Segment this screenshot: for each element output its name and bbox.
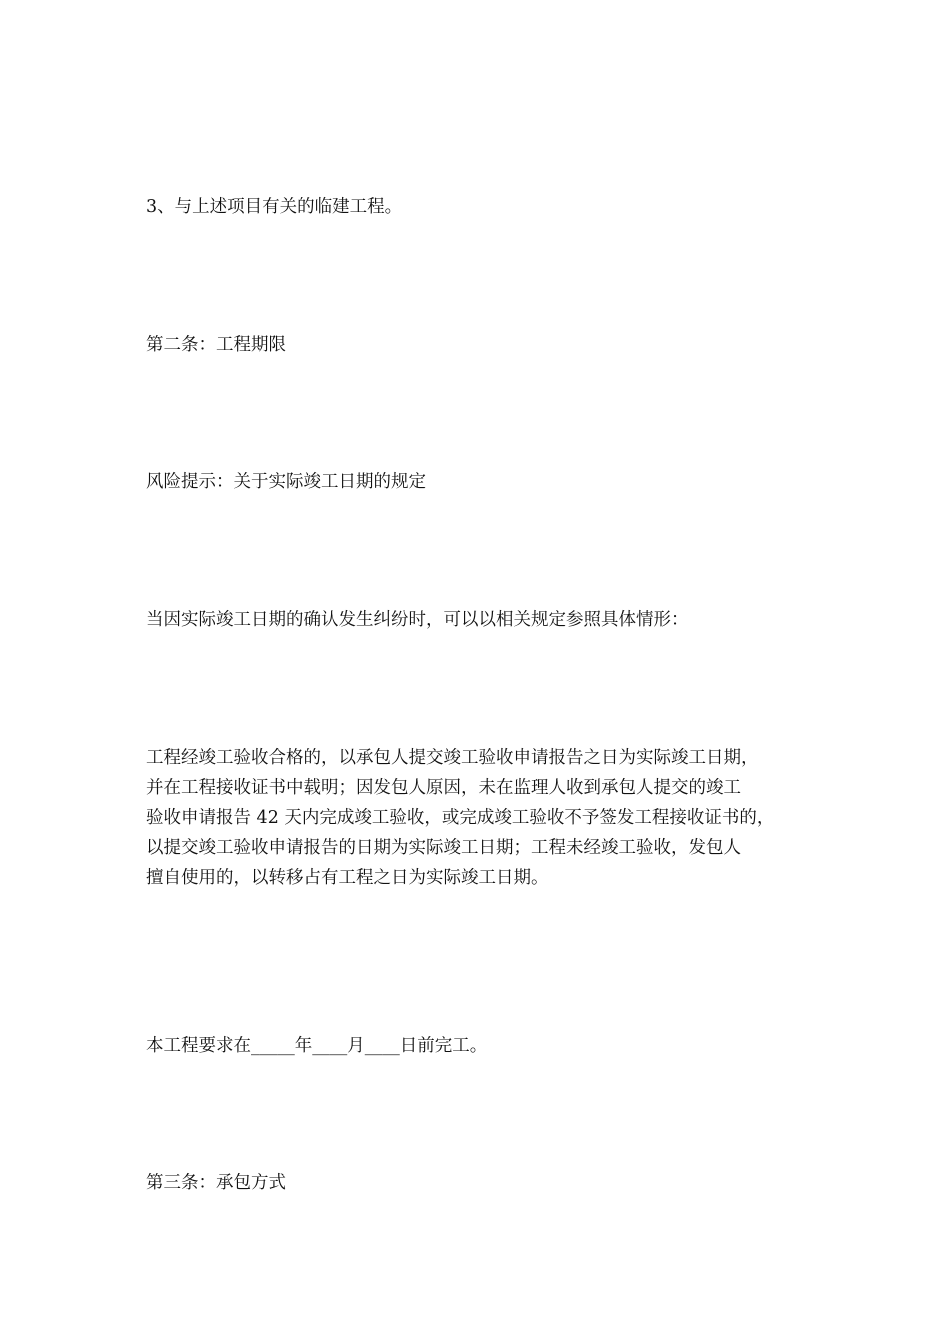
risk-body-line: 并在工程接收证书中载明；因发包人原因，未在监理人收到承包人提交的竣工	[146, 778, 741, 798]
clause-item-3: 3、与上述项目有关的临建工程。	[146, 197, 403, 217]
article-3-heading: 第三条：承包方式	[146, 1173, 286, 1193]
risk-body-line: 工程经竣工验收合格的，以承包人提交竣工验收申请报告之日为实际竣工日期，	[146, 748, 759, 768]
risk-notice-heading: 风险提示：关于实际竣工日期的规定	[146, 472, 426, 492]
risk-notice-body	[146, 743, 826, 893]
article-2-heading: 第二条：工程期限	[146, 335, 286, 355]
risk-body-line: 验收申请报告 42 天内完成竣工验收，或完成竣工验收不予签发工程接收证书的，	[146, 808, 775, 828]
risk-body-line: 擅自使用的，以转移占有工程之日为实际竣工日期。	[146, 868, 549, 888]
risk-body-line: 以提交竣工验收申请报告的日期为实际竣工日期；工程未经竣工验收，发包人	[146, 838, 741, 858]
completion-date-requirement: 本工程要求在_____年____月____日前完工。	[146, 1036, 488, 1056]
risk-notice-intro: 当因实际竣工日期的确认发生纠纷时，可以以相关规定参照具体情形：	[146, 610, 689, 630]
